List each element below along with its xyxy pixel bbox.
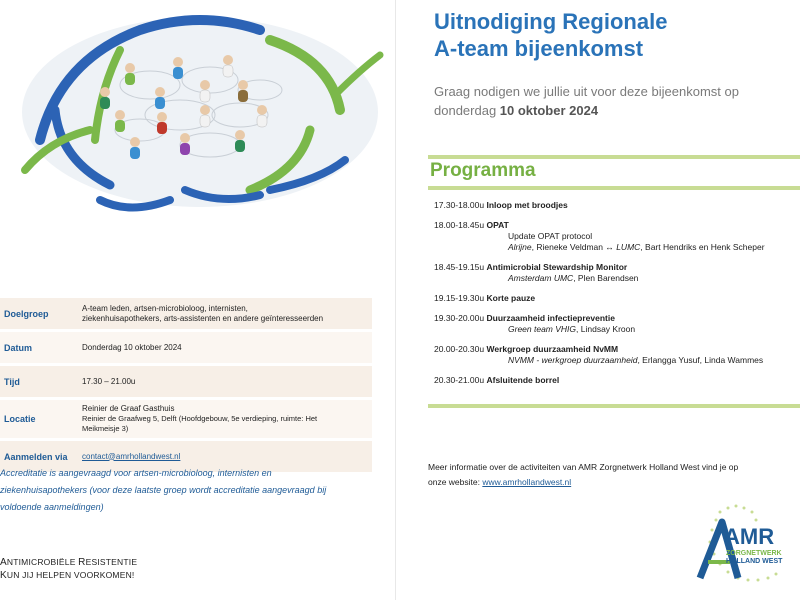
program-heading-rule bbox=[428, 186, 800, 190]
intro-body: Graag nodigen we jullie uit voor deze bijeenkomst op donderdag bbox=[434, 84, 739, 118]
program-time: 18.45-19.15u bbox=[434, 262, 485, 272]
program-title: Inloop met broodjes bbox=[486, 200, 568, 210]
detail-text: , Bart Hendriks en Henk Scheper bbox=[640, 242, 765, 252]
program-time: 19.30-20.00u bbox=[434, 313, 485, 323]
program-bottom-rule bbox=[428, 404, 800, 408]
info-label: Tijd bbox=[4, 376, 20, 387]
program-list bbox=[434, 200, 800, 395]
slogan-line-2 bbox=[0, 569, 137, 582]
program-top-rule bbox=[428, 155, 800, 159]
slogan-text: ESISTENTIE bbox=[85, 557, 138, 567]
program-item bbox=[434, 375, 800, 386]
event-info-table bbox=[0, 298, 372, 475]
detail-text: , Erlangga Yusuf, Linda Wammes bbox=[637, 355, 764, 365]
amr-logo bbox=[690, 500, 800, 600]
program-item bbox=[434, 313, 800, 335]
logo-name: AMR bbox=[724, 524, 775, 549]
info-row-doelgroep bbox=[0, 298, 372, 332]
detail-org: Green team VHIG bbox=[508, 324, 577, 334]
info-value bbox=[78, 366, 372, 397]
program-time: 17.30-18.00u bbox=[434, 200, 485, 210]
program-title: Korte pauze bbox=[486, 293, 536, 303]
detail-text: , Rieneke Veldman ↔ bbox=[531, 242, 617, 252]
info-line: Reinier de Graaf Gasthuis bbox=[82, 404, 175, 413]
logo-line3: HOLLAND WEST bbox=[726, 558, 783, 565]
program-title: OPAT bbox=[486, 220, 509, 230]
detail-text: , Lindsay Kroon bbox=[576, 324, 636, 334]
program-detail bbox=[434, 242, 800, 253]
program-detail bbox=[434, 231, 800, 242]
slogan-letter: R bbox=[78, 557, 86, 568]
program-title: Afsluitende borrel bbox=[486, 375, 560, 385]
intro-text bbox=[434, 82, 784, 120]
slogan-letter: A bbox=[0, 557, 7, 568]
amr-logo-icon bbox=[690, 500, 800, 600]
program-time: 19.15-19.30u bbox=[434, 293, 485, 303]
detail-org: Amsterdam UMC bbox=[508, 273, 574, 283]
info-label: Datum bbox=[4, 342, 33, 353]
info-value bbox=[78, 298, 372, 329]
program-title: Werkgroep duurzaamheid NvMM bbox=[486, 344, 619, 354]
info-line: A-team leden, artsen-microbioloog, internisten, bbox=[82, 303, 248, 313]
program-title: Antimicrobial Stewardship Monitor bbox=[486, 262, 628, 272]
contact-email-link[interactable]: contact@amrhollandwest.nl bbox=[82, 451, 181, 461]
slogan-text: UN JIJ HELPEN VOORKOMEN! bbox=[6, 570, 135, 580]
info-value bbox=[78, 332, 372, 363]
title-line: Uitnodiging Regionale bbox=[434, 9, 668, 34]
info-line: 17.30 – 21.00u bbox=[82, 376, 136, 386]
info-label: Aanmelden via bbox=[4, 451, 68, 462]
program-item bbox=[434, 293, 800, 304]
info-line: Reinier de Graafweg 5, Delft (Hoofdgebouw, 5e verdieping, ruimte: Het bbox=[82, 414, 318, 423]
detail-org: LUMC bbox=[616, 242, 641, 252]
accreditation-note: Accreditatie is aangevraagd voor artsen-microbioloog, internisten en ziekenhuisapothekers (voor deze laatste groep wordt accreditatie aangevraagd bij voldoende aanmeldingen) bbox=[0, 468, 327, 512]
page-title bbox=[434, 8, 667, 62]
program-item bbox=[434, 344, 800, 366]
info-row-locatie bbox=[0, 400, 372, 441]
logo-line2: ZORGNETWERK bbox=[726, 550, 782, 557]
program-time: 20.30-21.00u bbox=[434, 375, 485, 385]
program-time: 20.00-20.30u bbox=[434, 344, 485, 354]
amr-slogan bbox=[0, 556, 137, 582]
program-heading: Programma bbox=[430, 160, 536, 181]
network-people-illustration bbox=[0, 0, 395, 255]
intro-date: 10 oktober 2024 bbox=[499, 103, 599, 118]
program-detail bbox=[434, 273, 800, 284]
program-item bbox=[434, 200, 800, 211]
more-info-text: Meer informatie over de activiteiten van AMR Zorgnetwerk Holland West vind je op onze website: bbox=[428, 462, 739, 487]
detail-org: NVMM - werkgroep duurzaamheid bbox=[508, 355, 638, 365]
info-line: Donderdag 10 oktober 2024 bbox=[82, 342, 182, 352]
column-divider bbox=[395, 0, 396, 600]
slogan-text: NTIMICROBIËLE bbox=[6, 557, 79, 567]
info-line: Meikmeisje 3) bbox=[82, 424, 129, 433]
program-time: 18.00-18.45u bbox=[434, 220, 485, 230]
hero-illustration bbox=[0, 0, 395, 255]
info-row-tijd bbox=[0, 366, 372, 400]
info-value bbox=[78, 400, 372, 438]
website-link[interactable]: www.amrhollandwest.nl bbox=[482, 477, 572, 487]
program-detail bbox=[434, 355, 800, 366]
program-detail bbox=[434, 324, 800, 335]
info-label: Doelgroep bbox=[4, 308, 49, 319]
slogan-letter: K bbox=[0, 570, 7, 581]
detail-text: Update OPAT protocol bbox=[508, 231, 593, 241]
info-line: ziekenhuisapothekers, arts-assistenten en andere geïnteresseerden bbox=[82, 313, 324, 323]
detail-org: Alrijne bbox=[508, 242, 532, 252]
more-info bbox=[428, 460, 748, 490]
program-item bbox=[434, 262, 800, 284]
info-row-datum bbox=[0, 332, 372, 366]
slogan-line-1 bbox=[0, 556, 137, 569]
detail-text: , Plen Barendsen bbox=[573, 273, 639, 283]
title-line: A-team bijeenkomst bbox=[434, 36, 644, 61]
info-label: Locatie bbox=[4, 414, 36, 424]
program-item bbox=[434, 220, 800, 253]
program-title: Duurzaamheid infectiepreventie bbox=[486, 313, 615, 323]
